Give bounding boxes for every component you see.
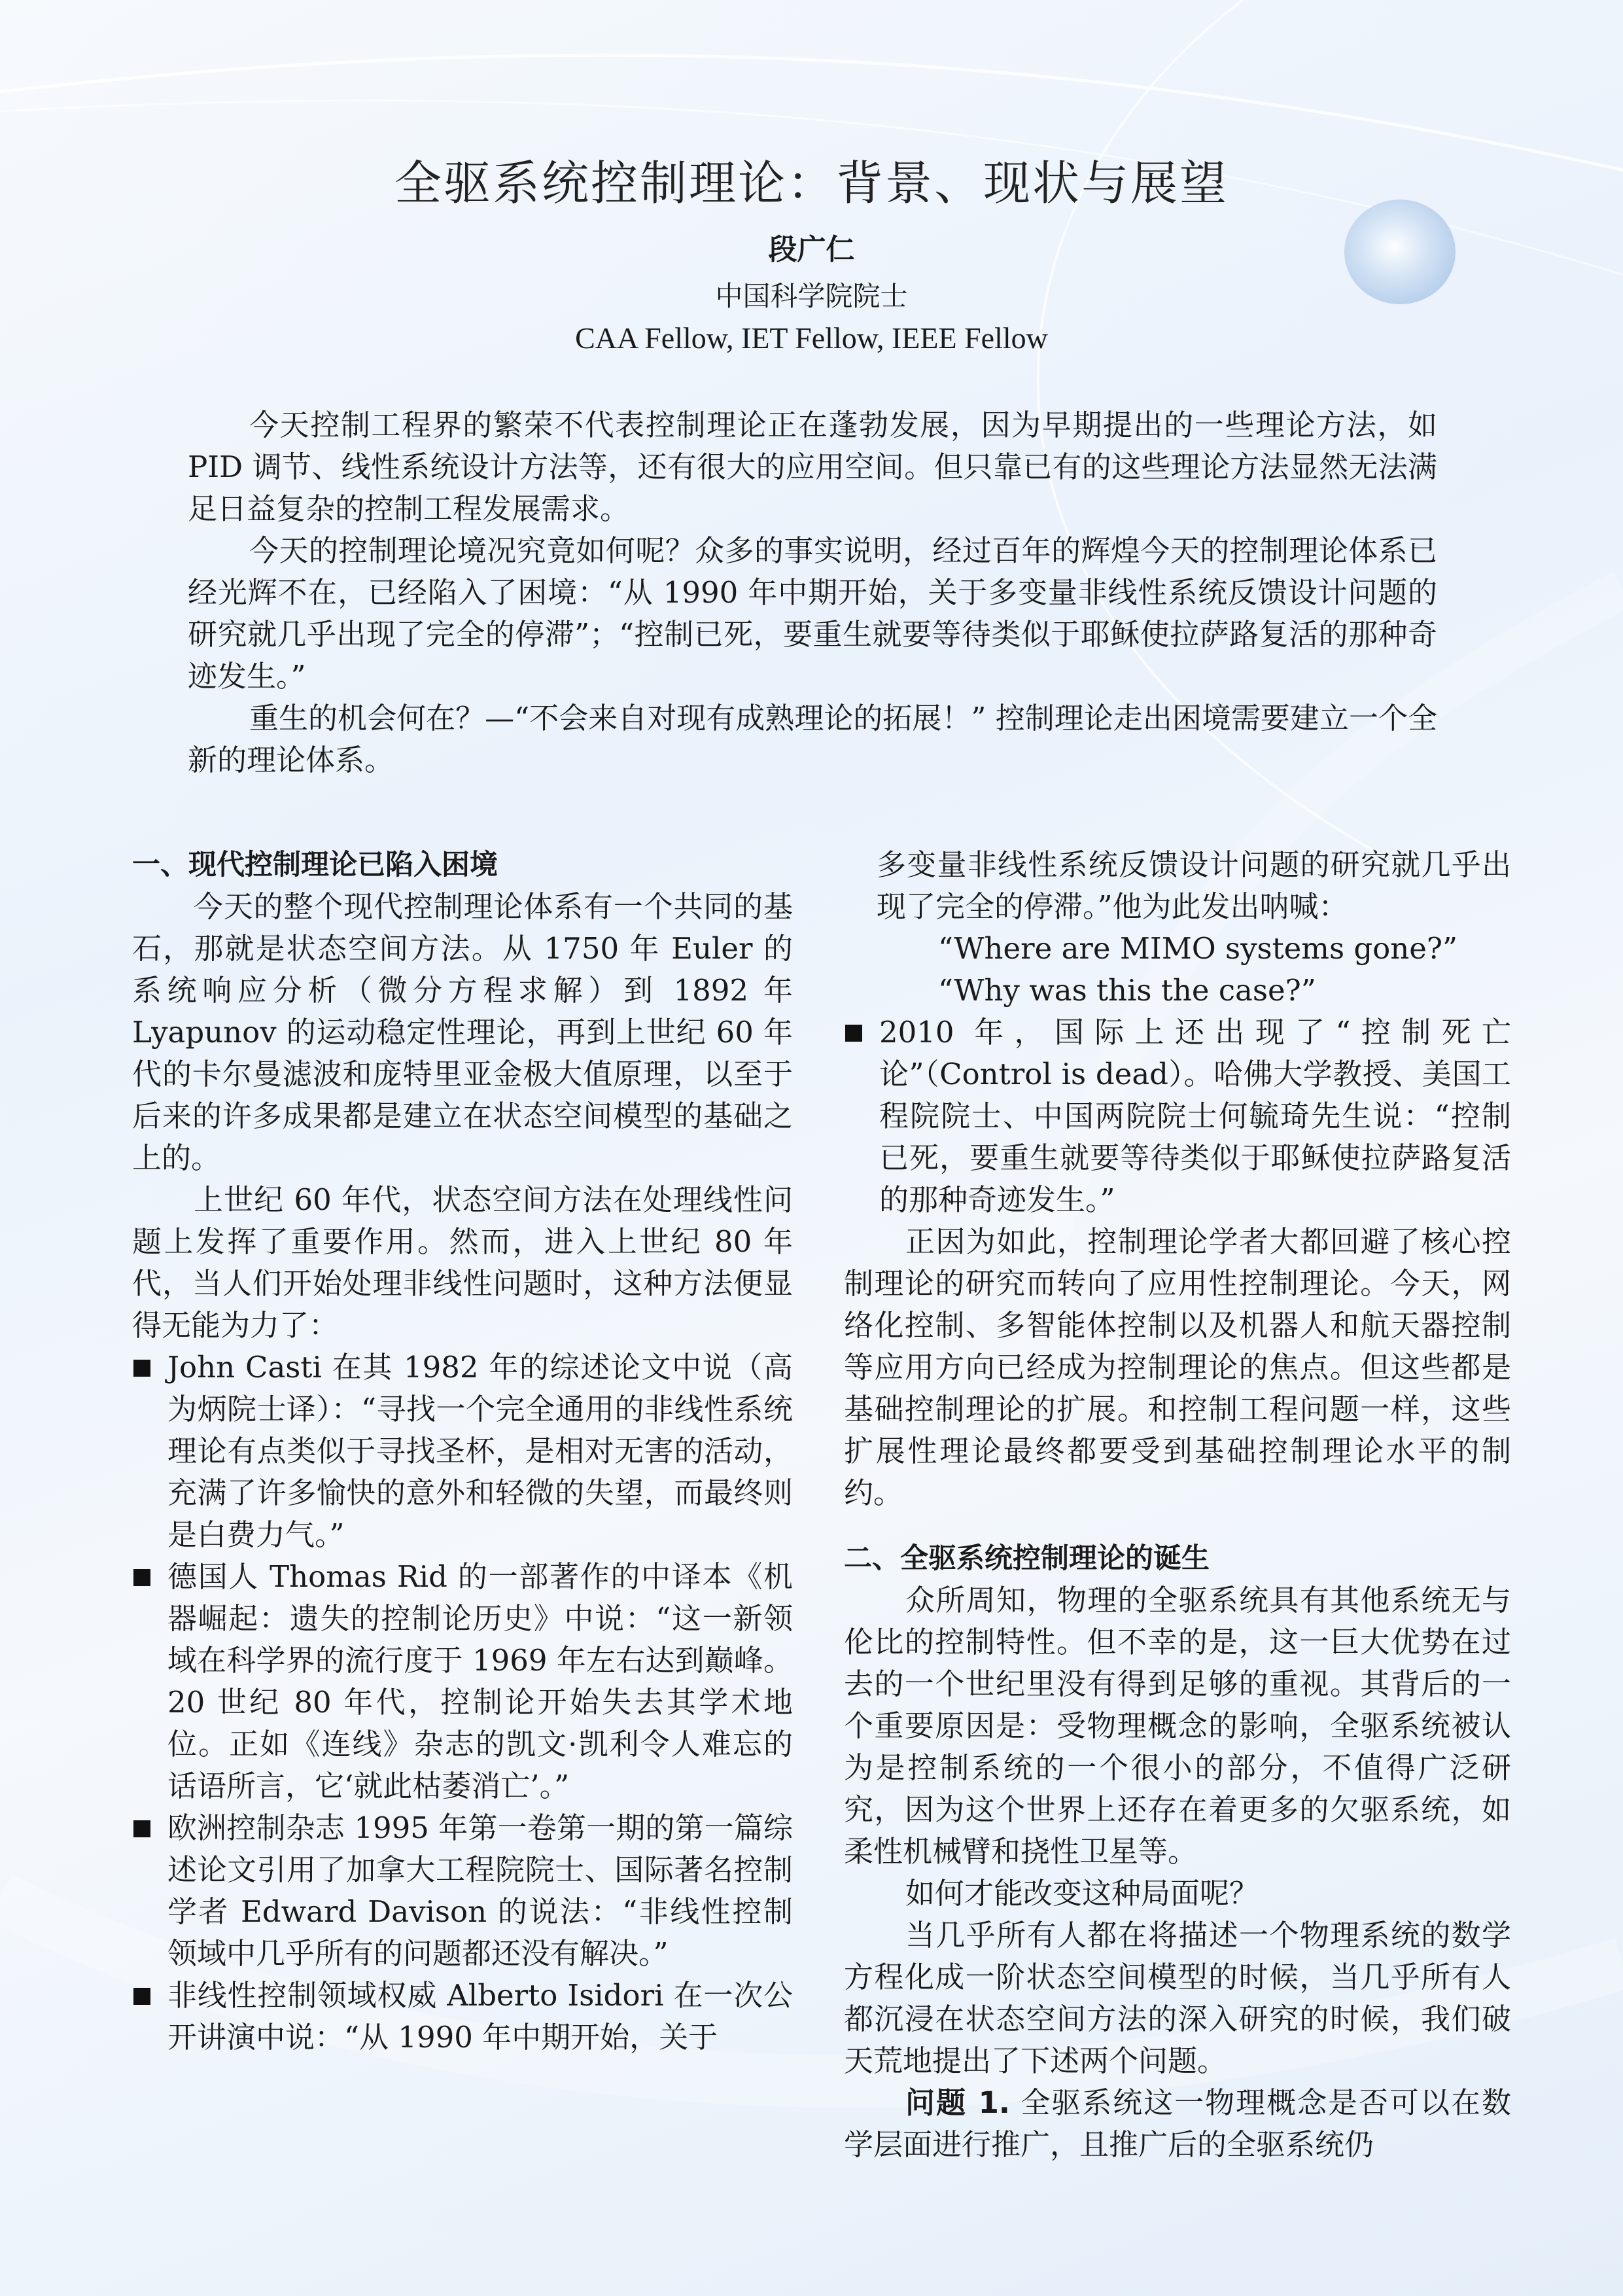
bullet-item bbox=[132, 1556, 793, 1807]
bullet-list bbox=[844, 1012, 1511, 1221]
body-paragraph: 上世纪 60 年代，状态空间方法在处理线性问题上发挥了重要作用。然而，进入上世纪 80 年代，当人们开始处理非线性问题时，这种方法便显得无能为力了： bbox=[132, 1182, 793, 1343]
section-gap bbox=[844, 1514, 1511, 1538]
square-bullet-icon bbox=[133, 1360, 150, 1377]
body-paragraph: 众所周知，物理的全驱系统具有其他系统无与伦比的控制特性。但不幸的是，这一巨大优势在过去的一个世纪里没有得到足够的重视。其背后的一个重要原因是：受物理概念的影响，全驱系统被认为是控制系统的一个很小的部分，不值得广泛研究，因为这个世界上还存在着更多的欠驱系统，如柔性机械臂和挠性卫星等。 bbox=[844, 1583, 1511, 1869]
section-heading: 二、全驱系统控制理论的诞生 bbox=[844, 1542, 1210, 1575]
body-paragraph: 如何才能改变这种局面呢？ bbox=[905, 1876, 1259, 1911]
question-paragraph bbox=[844, 2082, 1511, 2166]
abstract-paragraph: 今天控制工程界的繁荣不代表控制理论正在蓬勃发展，因为早期提出的一些理论方法，如 PID 调节、线性系统设计方法等，还有很大的应用空间。但只靠已有的这些理论方法显然无法满足日益复杂的控制工程发展需求。 bbox=[188, 408, 1437, 526]
question-label: 问题 1. bbox=[905, 2085, 1011, 2120]
body-paragraph: 当几乎所有人都在将描述一个物理系统的数学方程化成一阶状态空间模型的时候，当几乎所有人都沉浸在状态空间方法的深入研究的时候，我们破天荒地提出了下述两个问题。 bbox=[844, 1918, 1511, 2078]
square-bullet-icon bbox=[133, 1569, 150, 1586]
bullet-text: 欧洲控制杂志 1995 年第一卷第一期的第一篇综述论文引用了加拿大工程院院士、国际著名控制学者 Edward Davison 的说法：“非线性控制领域中几乎所有的问题都还没有解决。” bbox=[167, 1810, 793, 1971]
english-quote: “Why was this the case?” bbox=[938, 973, 1316, 1008]
bullet-list bbox=[132, 1347, 793, 2058]
section-heading: 一、现代控制理论已陷入困境 bbox=[132, 849, 498, 881]
question-text: 全驱系统这一物理概念是否可以在数学层面进行推广，且推广后的全驱系统仍 bbox=[844, 2085, 1511, 2162]
author-title: 中国科学院院士 bbox=[715, 280, 908, 312]
body-paragraph: 正因为如此，控制理论学者大都回避了核心控制理论的研究而转向了应用性控制理论。今天，网络化控制、多智能体控制以及机器人和航天器控制等应用方向已经成为控制理论的焦点。但这些都是基础控制理论的扩展。和控制工程问题一样，这些扩展性理论最终都要受到基础控制理论水平的制约。 bbox=[844, 1224, 1511, 1510]
bullet-text: John Casti 在其 1982 年的综述论文中说（高为炳院士译）：“寻找一个完全通用的非线性系统理论有点类似于寻找圣杯，是相对无害的活动，充满了许多愉快的意外和轻微的失望，而最终则是白费力气。” bbox=[167, 1350, 793, 1552]
abstract-paragraph: 重生的机会何在？—“不会来自对现有成熟理论的拓展！” 控制理论走出困境需要建立一个全新的理论体系。 bbox=[188, 701, 1437, 777]
bullet-item bbox=[132, 1975, 793, 2058]
bullet-item bbox=[132, 1807, 793, 1975]
bullet-continuation: 多变量非线性系统反馈设计问题的研究就几乎出现了完全的停滞。”他为此发出呐喊： bbox=[877, 847, 1511, 924]
square-bullet-icon bbox=[845, 1025, 862, 1042]
left-column bbox=[132, 844, 793, 2058]
author-name: 段广仁 bbox=[768, 233, 855, 266]
abstract-paragraph: 今天的控制理论境况究竟如何呢？众多的事实说明，经过百年的辉煌今天的控制理论体系已经光辉不在，已经陷入了困境：“从 1990 年中期开始，关于多变量非线性系统反馈设计问题的研究就几乎出现了完全的停滞”；“控制已死，要重生就要等待类似于耶稣使拉萨路复活的那种奇迹发生。” bbox=[188, 533, 1437, 694]
bullet-text: 2010 年，国际上还出现了“控制死亡论”（Control is dead）。哈佛大学教授、美国工程院院士、中国两院院士何毓琦先生说：“控制已死，要重生就要等待类似于耶稣使拉萨路复活的那种奇迹发生。” bbox=[879, 1015, 1511, 1217]
body-paragraph: 今天的整个现代控制理论体系有一个共同的基石，那就是状态空间方法。从 1750 年 Euler 的系统响应分析（微分方程求解）到 1892 年 Lyapunov 的运动稳定性理论，再到上世纪 60 年代的卡尔曼滤波和庞特里亚金极大值原理，以至于后来的许多成果都是建立在状态空间模型的基础之上的。 bbox=[132, 889, 793, 1175]
right-column bbox=[844, 844, 1511, 2166]
square-bullet-icon bbox=[133, 1988, 150, 2005]
square-bullet-icon bbox=[133, 1820, 150, 1837]
bullet-text: 非线性控制领域权威 Alberto Isidori 在一次公开讲演中说：“从 1990 年中期开始，关于 bbox=[167, 1978, 793, 2055]
bullet-text: 德国人 Thomas Rid 的一部著作的中译本《机器崛起：遗失的控制论历史》中说：“这一新领域在科学界的流行度于 1969 年左右达到巅峰。20 世纪 80 年代，控制论开始失去其学术地位。正如《连线》杂志的凯文·凯利令人难忘的话语所言，它‘就此枯萎消亡’。” bbox=[167, 1559, 793, 1803]
bullet-item bbox=[844, 1012, 1511, 1221]
english-quote: “Where are MIMO systems gone?” bbox=[938, 931, 1458, 966]
document-title: 全驱系统控制理论：背景、现状与展望 bbox=[394, 158, 1229, 210]
author-fellowships: CAA Fellow, IET Fellow, IEEE Fellow bbox=[575, 321, 1048, 355]
abstract bbox=[188, 404, 1437, 781]
bullet-item bbox=[132, 1347, 793, 1556]
